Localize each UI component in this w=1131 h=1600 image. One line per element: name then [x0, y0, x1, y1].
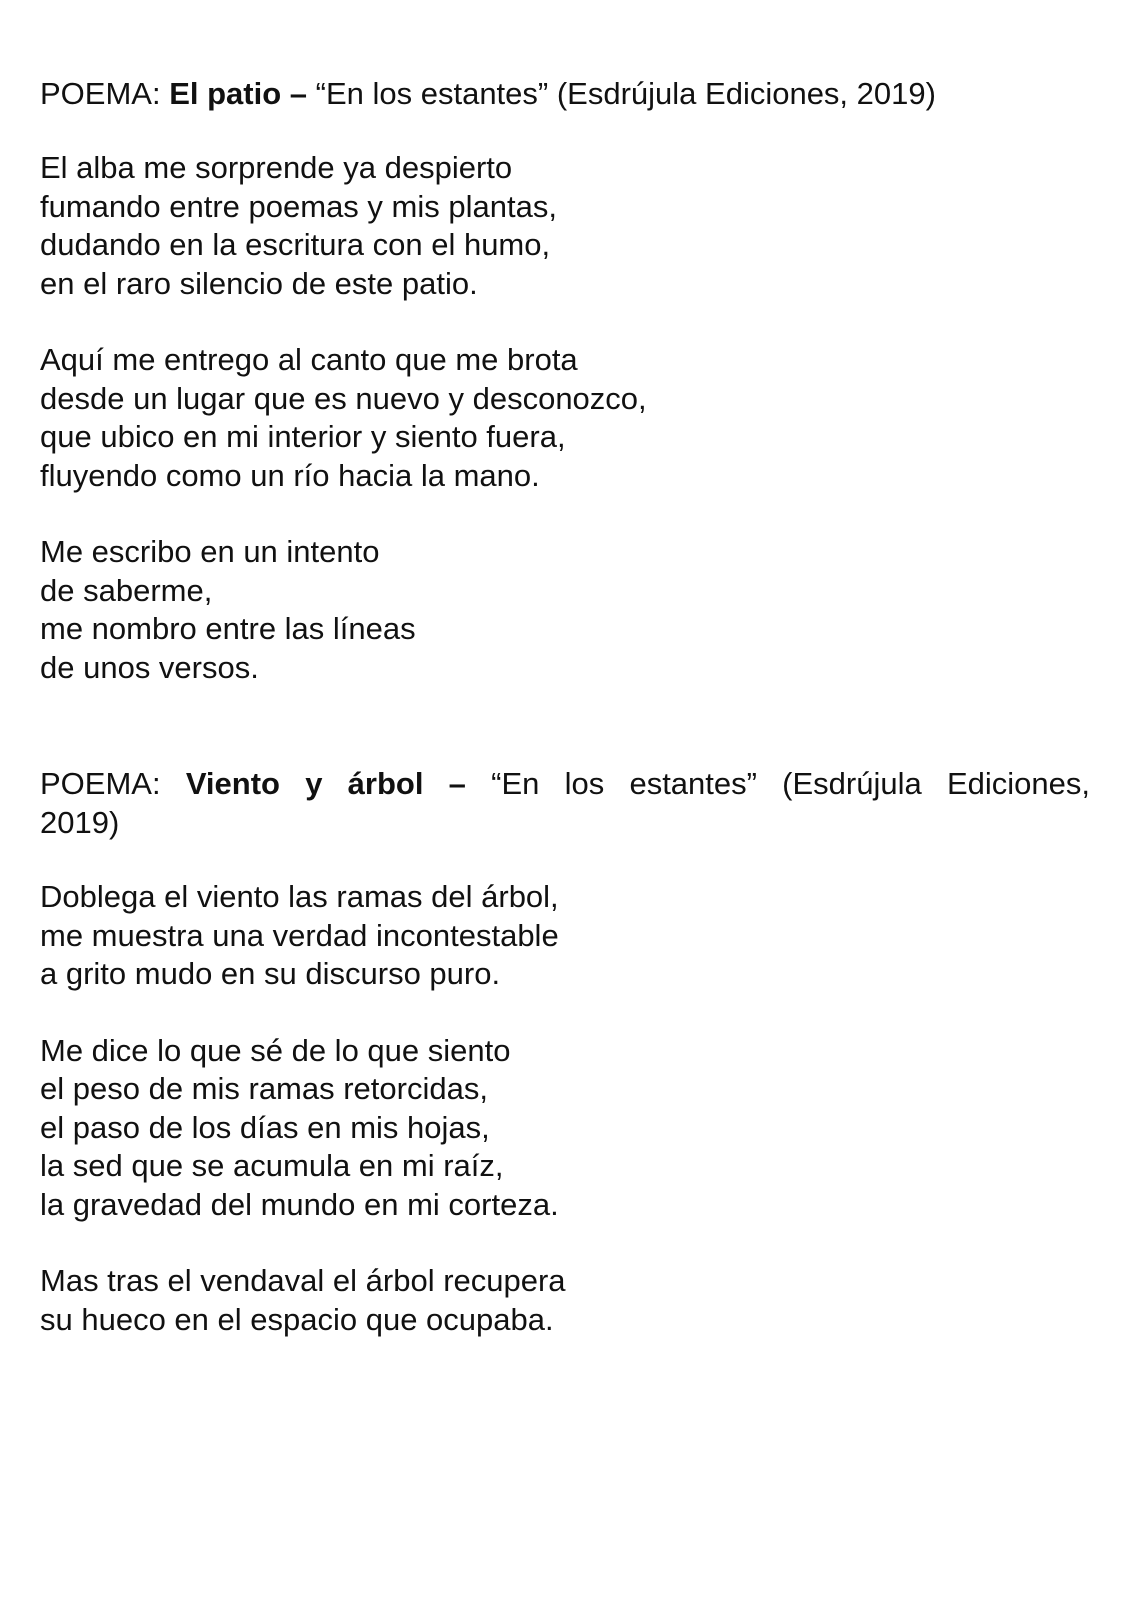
poem-source: “En los estantes” (Esdrújula Ediciones, 2019)	[307, 76, 936, 111]
verse-line: la sed que se acumula en mi raíz,	[40, 1148, 504, 1183]
verse-line: fumando entre poemas y mis plantas,	[40, 188, 557, 224]
verse-line: el peso de mis ramas retorcidas,	[40, 1071, 488, 1106]
verse-line: Me dice lo que sé de lo que siento	[40, 1032, 511, 1068]
heading-prefix: POEMA:	[40, 76, 170, 111]
poem-source: “En los estantes” (Esdrújula Ediciones, 2019)	[40, 766, 1090, 840]
heading-dash: –	[423, 766, 466, 801]
document-page	[40, 74, 1090, 1339]
verse-line: fluyendo como un río hacia la mano.	[40, 457, 540, 493]
verse-line: dudando en la escritura con el humo,	[40, 227, 551, 262]
verse-line: desde un lugar que es nuevo y desconozco,	[40, 380, 647, 416]
verse-line: me muestra una verdad incontestable	[40, 917, 559, 953]
stanza	[40, 1032, 1090, 1225]
stanza	[40, 149, 1090, 303]
verse-line: El alba me sorprende ya despierto	[40, 150, 513, 185]
verse-line: que ubico en mi interior y siento fuera,	[40, 419, 566, 454]
poem-title: El patio	[169, 76, 282, 111]
verse-line: a grito mudo en su discurso puro.	[40, 956, 501, 991]
stanza	[40, 341, 1090, 495]
stanza	[40, 878, 1090, 994]
verse-line: Doblega el viento las ramas del árbol,	[40, 879, 559, 914]
stanza	[40, 533, 1090, 687]
verse-line: en el raro silencio de este patio.	[40, 265, 478, 301]
verse-line: su hueco en el espacio que ocupaba.	[40, 1301, 554, 1337]
poem-viento-y-arbol	[40, 764, 1090, 1339]
verse-line: de saberme,	[40, 572, 213, 608]
verse-line: Me escribo en un intento	[40, 534, 380, 569]
verse-line: Mas tras el vendaval el árbol recupera	[40, 1263, 566, 1298]
stanza	[40, 1262, 1090, 1339]
poem-heading	[40, 74, 1090, 113]
poem-title: Viento y árbol	[185, 766, 424, 801]
verse-line: Aquí me entrego al canto que me brota	[40, 342, 578, 377]
verse-line: de unos versos.	[40, 649, 259, 685]
verse-line: el paso de los días en mis hojas,	[40, 1109, 490, 1145]
heading-prefix: POEMA:	[40, 766, 186, 801]
heading-dash: –	[281, 76, 308, 111]
verse-line: la gravedad del mundo en mi corteza.	[40, 1186, 559, 1222]
verse-line: me nombro entre las líneas	[40, 611, 416, 646]
poem-el-patio	[40, 74, 1090, 687]
poem-heading	[40, 764, 1090, 842]
